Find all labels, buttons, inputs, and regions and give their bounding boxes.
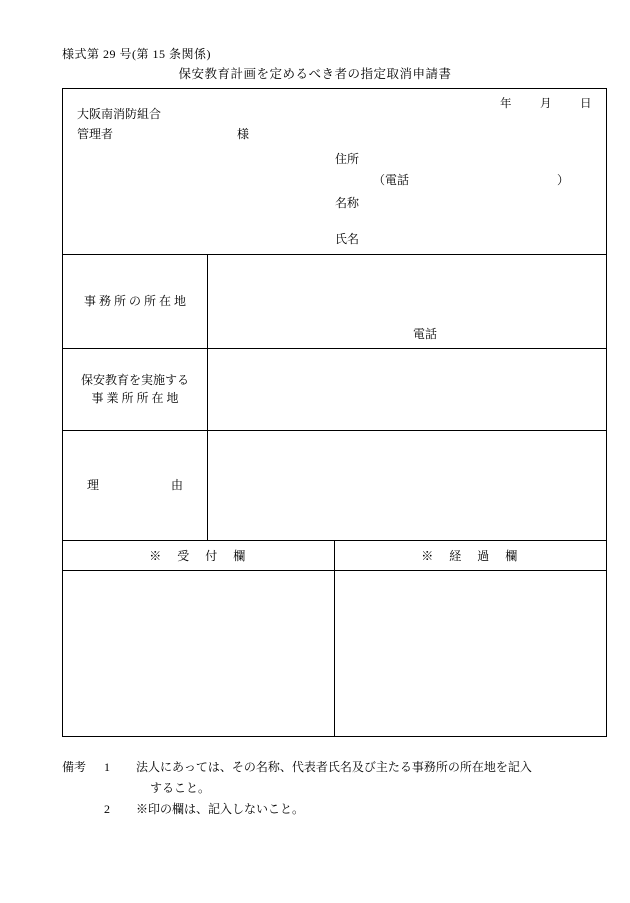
notes-block: [62, 757, 607, 820]
applicant-block: [335, 152, 570, 246]
reception-column-value[interactable]: [63, 571, 335, 736]
site-location-row: [63, 349, 606, 431]
applicant-name-label: 氏名: [335, 232, 360, 246]
reason-label: 理 由: [63, 431, 208, 540]
applicant-address-label: 住所: [335, 152, 360, 166]
office-location-label: 事 務 所 の 所 在 地: [63, 255, 208, 348]
site-location-value[interactable]: [208, 349, 606, 430]
date-day-label: 日: [580, 98, 592, 110]
note-item: [62, 757, 607, 778]
reason-value[interactable]: [208, 431, 606, 540]
note-number: 1: [104, 760, 110, 774]
notes-label: 備考: [62, 760, 87, 774]
office-phone-label: 電話: [413, 327, 438, 341]
note-text: 法人にあっては、その名称、代表者氏名及び主たる事務所の所在地を記入: [136, 760, 532, 774]
applicant-phone-close: ）: [557, 173, 570, 187]
office-location-row: [63, 255, 606, 349]
note-item: [62, 799, 607, 820]
site-location-label-line1: 保安教育を実施する: [80, 373, 189, 388]
date-month-label: 月: [540, 98, 552, 110]
official-body-row: [63, 571, 606, 736]
site-location-label: [63, 349, 208, 430]
applicant-phone-line: [373, 174, 569, 186]
form-number: 様式第 29 号(第 15 条関係): [62, 47, 211, 61]
official-header-row: [63, 541, 606, 571]
form-table: [62, 88, 607, 737]
addressee-role: 管理者: [77, 127, 114, 141]
page-title: 保安教育計画を定めるべき者の指定取消申請書: [178, 67, 452, 81]
applicant-phone-label: （電話: [373, 173, 410, 187]
applicant-address-line: [335, 153, 359, 176]
note-number: 2: [104, 802, 110, 816]
date-line: [500, 95, 594, 111]
site-location-label-line2: 事 業 所 所 在 地: [91, 390, 179, 405]
reason-row: [63, 431, 606, 541]
header-block: [63, 89, 606, 255]
addressee-honorific: 様: [237, 127, 250, 141]
progress-column-value[interactable]: [335, 571, 607, 736]
date-year-label: 年: [500, 98, 512, 110]
note-text: ※印の欄は、記入しないこと。: [136, 802, 305, 816]
applicant-company-label: 名称: [335, 196, 360, 210]
progress-column-label: ※ 経 過 欄: [421, 549, 520, 563]
addressee-organization: 大阪南消防組合: [77, 107, 162, 121]
office-location-value[interactable]: [208, 255, 606, 348]
reception-column-label: ※ 受 付 欄: [63, 541, 335, 570]
note-continuation: すること。: [150, 781, 211, 795]
